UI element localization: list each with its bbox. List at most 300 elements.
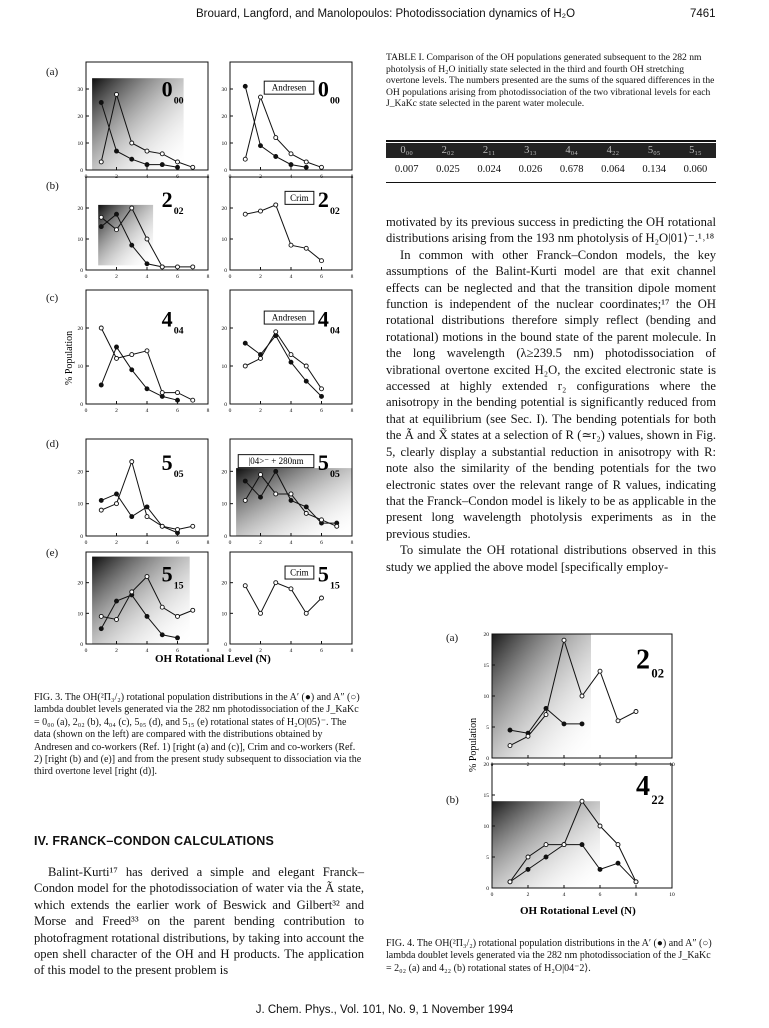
data-point-open: [580, 799, 584, 803]
data-point-filled: [99, 627, 103, 631]
data-point-open: [304, 160, 308, 164]
x-tick-label: 6: [598, 762, 602, 768]
data-point-open: [243, 584, 247, 588]
data-point-open: [160, 265, 164, 269]
table1-header-cell: 5₀₅: [647, 145, 661, 156]
x-tick-label: 8: [206, 408, 210, 414]
x-tick-label: 4: [289, 274, 293, 280]
fig4-figure: [468, 624, 698, 919]
data-point-filled: [115, 212, 119, 216]
y-tick-label: 10: [77, 237, 83, 243]
data-point-open: [130, 206, 134, 210]
right-column-text: [386, 214, 716, 575]
right-paragraph-2: In common with other Franck–Condon models, the key assumptions of the Balint-Kurti model are that exit channel effects can be neglected and that the transition dipole moment function is independent of the nuclear coordinates;¹⁷ the OH rotational distributions therefore simply reflect (bending and rotational) motions in the bound state of the parent molecule. In the long wavelength (λ≥239.5 nm) photodissociation of vibrational overtone excited H₂O, the excited electronic state is accessed at highly extended r₂ configurations where the anisotropy in the bending potential is significantly reduced from that at equilibrium (see Sec. I). The bending potentials for both the Ã and X̃ states at a selection of R (≃r₂) values, shown in Fig. 5, clearly display a substantial reduction in anisotropy with R: note also the similarity of the bending potentials for the two electronic states over the relevant range of R values, indicating that the Franck–Condon model is likely to be as applicable in the present long wavelength photolysis experiments as in the previous studies.: [386, 247, 716, 541]
data-point-open: [304, 611, 308, 615]
data-point-open: [259, 356, 263, 360]
fig4-ylabel: % Population: [468, 717, 479, 772]
data-point-open: [508, 880, 512, 884]
state-label: 5: [161, 450, 173, 476]
data-point-filled: [130, 157, 134, 161]
chart-panel-3b-right: [222, 177, 354, 280]
x-tick-label: 8: [634, 762, 638, 768]
y-tick-label: 30: [77, 87, 83, 93]
data-point-filled: [508, 728, 512, 732]
data-point-open: [130, 460, 134, 464]
state-label-subscript: 02: [173, 205, 184, 217]
y-tick-label: 20: [221, 206, 227, 212]
state-label: 5: [161, 561, 173, 587]
table1-value-cell: 0.134: [642, 163, 666, 175]
x-tick-label: 8: [206, 274, 210, 280]
data-point-open: [320, 518, 324, 522]
table1-header-cell: 4₂₂: [606, 145, 620, 156]
data-point-open: [562, 638, 566, 642]
x-tick-label: 8: [206, 174, 210, 180]
data-point-open: [274, 581, 278, 585]
fig4-xlabel: OH Rotational Level (N): [520, 905, 636, 917]
data-point-open: [320, 387, 324, 391]
data-point-open: [99, 326, 103, 330]
data-point-open: [289, 353, 293, 357]
chart-panel-3c-left: [78, 290, 210, 414]
chart-panel-4b: [484, 762, 676, 898]
data-point-open: [259, 209, 263, 213]
data-point-filled: [99, 101, 103, 105]
y-tick-label: 30: [221, 87, 227, 93]
data-point-filled: [259, 144, 263, 148]
data-point-filled: [289, 498, 293, 502]
x-tick-label: 2: [115, 174, 118, 180]
data-point-filled: [274, 469, 278, 473]
data-point-open: [145, 237, 149, 241]
source-label: Crim: [290, 192, 309, 203]
data-point-filled: [145, 163, 149, 167]
data-point-open: [160, 524, 164, 528]
data-point-filled: [274, 155, 278, 159]
x-tick-label: 2: [526, 762, 530, 768]
data-point-open: [544, 713, 548, 717]
y-tick-label: 10: [77, 501, 83, 508]
y-tick-label: 0: [80, 534, 83, 540]
y-tick-label: 0: [80, 402, 83, 408]
data-point-open: [176, 528, 180, 532]
data-point-open: [304, 364, 308, 368]
y-tick-label: 0: [224, 642, 227, 648]
right-paragraph-1: motivated by its previous success in predicting the OH rotational distributions arising from the 193 nm photolysis of H₂O|01⟩⁻.¹˒¹⁸: [386, 215, 716, 246]
data-point-filled: [580, 722, 584, 726]
table1-value-cell: 0.064: [601, 163, 625, 175]
state-label: 0: [317, 76, 329, 102]
fig3-panel-label-d: (d): [46, 438, 59, 450]
x-tick-label: 0: [228, 408, 232, 414]
data-point-filled: [130, 368, 134, 372]
data-point-open: [191, 608, 195, 612]
data-point-filled: [598, 867, 602, 871]
data-point-filled: [99, 225, 103, 229]
state-label: 5: [317, 561, 329, 587]
x-tick-label: 8: [206, 540, 210, 546]
fig4-panel-label-a: (a): [446, 632, 459, 644]
data-point-filled: [115, 599, 119, 603]
data-point-open: [274, 203, 278, 207]
source-label: |04>⁻ + 280nm: [248, 456, 304, 467]
x-tick-label: 2: [259, 174, 262, 180]
x-tick-label: 2: [115, 408, 118, 414]
data-point-open: [598, 669, 602, 673]
data-point-open: [115, 617, 119, 621]
x-tick-label: 6: [598, 892, 602, 898]
state-label-subscript: 00: [329, 95, 340, 107]
data-point-filled: [176, 398, 180, 402]
x-tick-label: 2: [259, 540, 262, 546]
data-point-open: [130, 141, 134, 145]
fig4-caption: FIG. 4. The OH(²Π₃/₂) rotational population distributions in the A′ (●) and A″ (○) lambda doublet levels generated via the 282 nm photodissociation of the J_KaKc = 2₀₂ (a) and 4₂₂ (b) rotational states of H₂O|04⁻2⟩.: [386, 938, 712, 974]
y-tick-label: 20: [221, 580, 227, 587]
page-number: 7461: [690, 8, 716, 20]
data-point-open: [259, 473, 263, 477]
table1-header-cell: 4₀₄: [565, 145, 578, 156]
state-label-subscript: 02: [329, 205, 340, 217]
data-point-open: [289, 152, 293, 156]
x-tick-label: 2: [259, 408, 262, 414]
state-label: 4: [161, 306, 173, 332]
data-point-filled: [99, 383, 103, 387]
shaded-region: [92, 557, 190, 644]
data-point-open: [191, 165, 195, 169]
data-point-filled: [320, 394, 324, 398]
chart-panel-3d-right: [222, 439, 354, 546]
y-tick-label: 15: [483, 793, 489, 799]
y-tick-label: 0: [80, 642, 83, 648]
state-label-subscript: 15: [173, 580, 184, 592]
y-tick-label: 5: [486, 855, 489, 861]
data-point-filled: [160, 163, 164, 167]
data-point-open: [191, 265, 195, 269]
y-tick-label: 0: [486, 886, 489, 892]
state-label: 2: [161, 186, 173, 212]
y-tick-label: 20: [77, 326, 83, 332]
data-point-filled: [304, 505, 308, 509]
data-point-filled: [304, 379, 308, 383]
state-label-subscript: 15: [329, 580, 340, 592]
state-label-subscript: 00: [173, 95, 184, 107]
fig3-ylabel: % Population: [64, 330, 75, 385]
data-point-open: [145, 575, 149, 579]
data-point-open: [130, 590, 134, 594]
series-line-open: [245, 583, 321, 614]
x-tick-label: 0: [228, 174, 232, 180]
x-tick-label: 6: [176, 648, 179, 654]
chart-panel-3c-right: [222, 290, 354, 414]
plot-frame: [230, 290, 352, 404]
data-point-open: [289, 243, 293, 247]
x-tick-label: 4: [289, 408, 293, 414]
chart-panel-3a-left: [78, 62, 210, 180]
y-tick-label: 20: [77, 580, 83, 587]
x-tick-label: 2: [115, 540, 118, 546]
data-point-open: [335, 524, 339, 528]
y-tick-label: 20: [221, 469, 227, 476]
fig3-panel-label-a: (a): [46, 66, 59, 78]
data-point-open: [289, 587, 293, 591]
x-tick-label: 0: [84, 540, 88, 546]
data-point-filled: [526, 867, 530, 871]
y-tick-label: 10: [483, 824, 489, 830]
y-tick-label: 20: [483, 632, 489, 638]
data-point-filled: [562, 722, 566, 726]
x-tick-label: 8: [350, 174, 354, 180]
shaded-region: [492, 634, 591, 758]
x-tick-label: 10: [669, 892, 675, 898]
data-point-filled: [160, 633, 164, 637]
data-point-open: [616, 719, 620, 723]
table1-header-cell: 2₀₂: [441, 145, 455, 156]
data-point-filled: [289, 163, 293, 167]
data-point-open: [259, 611, 263, 615]
table1-header-cell: 2₁₁: [482, 145, 496, 156]
state-label-subscript: 02: [651, 666, 664, 681]
data-point-filled: [176, 165, 180, 169]
state-label-subscript: 22: [651, 792, 664, 807]
data-point-filled: [145, 387, 149, 391]
x-tick-label: 0: [84, 274, 88, 280]
data-point-open: [191, 398, 195, 402]
series-line-open: [245, 205, 321, 261]
table1-rule-top: [386, 140, 716, 142]
chart-panel-4a: [484, 632, 676, 768]
table1-value-cell: 0.060: [683, 163, 708, 175]
data-point-filled: [99, 498, 103, 502]
y-tick-label: 0: [224, 168, 227, 174]
data-point-filled: [544, 855, 548, 859]
data-point-open: [176, 391, 180, 395]
data-point-filled: [259, 495, 263, 499]
y-tick-label: 0: [224, 402, 227, 408]
y-tick-label: 10: [221, 501, 227, 508]
x-tick-label: 6: [176, 274, 179, 280]
y-tick-label: 10: [221, 237, 227, 243]
x-tick-label: 0: [84, 648, 88, 654]
y-tick-label: 0: [224, 534, 227, 540]
y-tick-label: 10: [221, 141, 227, 147]
y-tick-label: 20: [221, 326, 227, 332]
x-tick-label: 6: [176, 174, 179, 180]
x-tick-label: 4: [145, 540, 149, 546]
x-tick-label: 6: [320, 174, 323, 180]
x-tick-label: 2: [259, 648, 262, 654]
data-point-open: [562, 843, 566, 847]
data-point-open: [526, 855, 530, 859]
y-tick-label: 20: [77, 206, 83, 212]
data-point-open: [115, 92, 119, 96]
data-point-open: [526, 734, 530, 738]
x-tick-label: 2: [259, 274, 262, 280]
x-tick-label: 4: [289, 540, 293, 546]
x-tick-label: 0: [490, 762, 494, 768]
fig3-panel-label-c: (c): [46, 292, 59, 304]
x-tick-label: 0: [490, 892, 494, 898]
running-header: Brouard, Langford, and Manolopoulos: Photodissociation dynamics of H₂O: [196, 8, 576, 20]
x-tick-label: 6: [320, 274, 323, 280]
data-point-open: [99, 160, 103, 164]
x-tick-label: 4: [145, 648, 149, 654]
table1-value-cell: 0.678: [559, 163, 584, 175]
state-label-subscript: 04: [173, 325, 184, 337]
x-tick-label: 0: [228, 540, 232, 546]
x-tick-label: 6: [320, 648, 323, 654]
data-point-filled: [243, 341, 247, 345]
data-point-open: [99, 215, 103, 219]
fig3-figure: [60, 56, 360, 666]
x-tick-label: 2: [115, 274, 118, 280]
table1-header-cell: 5₁₅: [689, 145, 702, 156]
state-label: 4: [317, 306, 329, 332]
chart-panel-3e-left: [78, 552, 210, 654]
x-tick-label: 0: [228, 274, 232, 280]
y-tick-label: 0: [80, 168, 83, 174]
x-tick-label: 4: [145, 274, 149, 280]
data-point-filled: [243, 479, 247, 483]
x-tick-label: 2: [115, 648, 118, 654]
state-label-subscript: 05: [173, 469, 184, 481]
data-point-open: [304, 511, 308, 515]
data-point-open: [145, 349, 149, 353]
y-tick-label: 20: [483, 762, 489, 768]
data-point-open: [304, 246, 308, 250]
data-point-open: [320, 596, 324, 600]
x-tick-label: 4: [562, 762, 566, 768]
x-tick-label: 8: [350, 540, 354, 546]
x-tick-label: 0: [228, 648, 232, 654]
x-tick-label: 6: [176, 540, 179, 546]
data-point-filled: [145, 614, 149, 618]
table1-value-cell: 0.007: [394, 163, 419, 175]
x-tick-label: 0: [84, 408, 88, 414]
x-tick-label: 6: [176, 408, 179, 414]
data-point-open: [191, 524, 195, 528]
table1-header-cell: 0₀₀: [400, 145, 413, 156]
series-line-filled: [245, 336, 321, 397]
x-tick-label: 6: [320, 408, 323, 414]
left-column-text: [34, 864, 364, 979]
data-point-open: [274, 330, 278, 334]
data-point-filled: [304, 165, 308, 169]
y-tick-label: 10: [77, 364, 83, 370]
data-point-open: [145, 515, 149, 519]
fig3-panel-label-b: (b): [46, 180, 59, 192]
data-point-open: [320, 165, 324, 169]
chart-panel-3e-right: [222, 552, 354, 654]
y-tick-label: 5: [486, 725, 489, 731]
data-point-open: [616, 843, 620, 847]
data-point-open: [160, 391, 164, 395]
data-point-open: [176, 160, 180, 164]
state-label-subscript: 04: [329, 325, 340, 337]
plot-frame: [86, 439, 208, 536]
table1-header-cell: 3₁₃: [524, 145, 537, 156]
source-label: Andresen: [271, 82, 307, 93]
y-tick-label: 10: [77, 141, 83, 147]
y-tick-label: 15: [483, 663, 489, 669]
x-tick-label: 10: [669, 762, 675, 768]
state-label: 5: [317, 450, 329, 476]
data-point-filled: [176, 636, 180, 640]
data-point-open: [274, 136, 278, 140]
data-point-open: [115, 228, 119, 232]
source-label: Andresen: [271, 312, 307, 323]
data-point-filled: [115, 492, 119, 496]
table1-caption: TABLE I. Comparison of the OH populations generated subsequent to the 282 nm photolysis of H₂O initially state selected in the third and fourth OH stretching overtone levels. The numbers presented are the sums of the squared differences in the OH populations arising from photodissociation of the two vibrational levels for each J_KaKc state selected in the parent water molecule.: [386, 52, 715, 110]
y-tick-label: 0: [486, 756, 489, 762]
data-point-open: [320, 259, 324, 263]
x-tick-label: 6: [320, 540, 323, 546]
state-label: 2: [636, 644, 650, 676]
left-paragraph: Balint-Kurti¹⁷ has derived a simple and elegant Franck–Condon model for the photodissociation of water via the Ã state, which extends the earlier work of Beswick and Gilbert³² and Morse and Freed³³ on the parent bending contribution to photofragment rotational distributions, by taking into account the open shell character of the OH and H products. The application of this model to the present problem is: [34, 865, 364, 978]
data-point-open: [634, 710, 638, 714]
fig4-panel-label-b: (b): [446, 794, 459, 806]
fig3-xlabel: OH Rotational Level (N): [155, 653, 271, 665]
x-tick-label: 8: [350, 274, 354, 280]
data-point-filled: [115, 149, 119, 153]
source-label: Crim: [290, 567, 309, 578]
table1-rule-bottom: [386, 182, 716, 183]
data-point-open: [243, 157, 247, 161]
x-tick-label: 8: [634, 892, 638, 898]
y-tick-label: 10: [221, 611, 227, 618]
data-point-open: [160, 152, 164, 156]
table1-value-cell: 0.025: [436, 163, 460, 175]
data-point-open: [274, 492, 278, 496]
x-tick-label: 4: [145, 174, 149, 180]
data-point-open: [508, 744, 512, 748]
data-point-filled: [616, 861, 620, 865]
state-label: 0: [161, 76, 173, 102]
section-heading: IV. FRANCK–CONDON CALCULATIONS: [34, 834, 275, 848]
y-tick-label: 10: [221, 364, 227, 370]
data-point-filled: [145, 262, 149, 266]
y-tick-label: 0: [224, 268, 227, 274]
y-tick-label: 10: [77, 611, 83, 618]
data-point-filled: [130, 243, 134, 247]
x-tick-label: 4: [562, 892, 566, 898]
data-point-open: [580, 694, 584, 698]
table1-value-cell: 0.026: [518, 163, 543, 175]
data-point-open: [598, 824, 602, 828]
chart-panel-3d-left: [78, 439, 210, 546]
x-tick-label: 8: [206, 648, 210, 654]
data-point-open: [176, 265, 180, 269]
journal-footer: J. Chem. Phys., Vol. 101, No. 9, 1 November 1994: [255, 1004, 514, 1016]
data-point-open: [115, 356, 119, 360]
data-point-filled: [115, 345, 119, 349]
data-point-open: [99, 508, 103, 512]
data-point-open: [243, 498, 247, 502]
data-point-filled: [243, 84, 247, 88]
fig3-caption: FIG. 3. The OH(²Π₃/₂) rotational population distributions in the A′ (●) and A″ (○) lambda doublet levels generated via the 282 nm photodissociation of the J_KaKc = 0₀₀ (a), 2₀₂ (b), 4₀₄ (c), 5₀₅ (d), and 5₁₅ (e) rotational states of H₂O|05⟩⁻. The data (shown on the left) are compared with the distributions obtained by Andresen and co-workers (Ref. 1) [right (a) and (c)], Crim and co-workers (Ref. 2) [right (b) and (e)] and from the present study subsequent to dissociation via the third overtone level [right (d)].: [34, 692, 362, 778]
state-label-subscript: 05: [329, 469, 340, 481]
data-point-open: [115, 502, 119, 506]
state-label: 2: [317, 186, 329, 212]
data-point-filled: [289, 360, 293, 364]
table1: [386, 143, 716, 180]
x-tick-label: 4: [289, 648, 293, 654]
x-tick-label: 8: [350, 648, 354, 654]
chart-panel-3b-left: [78, 177, 210, 280]
x-tick-label: 4: [145, 408, 149, 414]
data-point-open: [289, 492, 293, 496]
state-label: 4: [636, 771, 650, 802]
data-point-open: [145, 149, 149, 153]
